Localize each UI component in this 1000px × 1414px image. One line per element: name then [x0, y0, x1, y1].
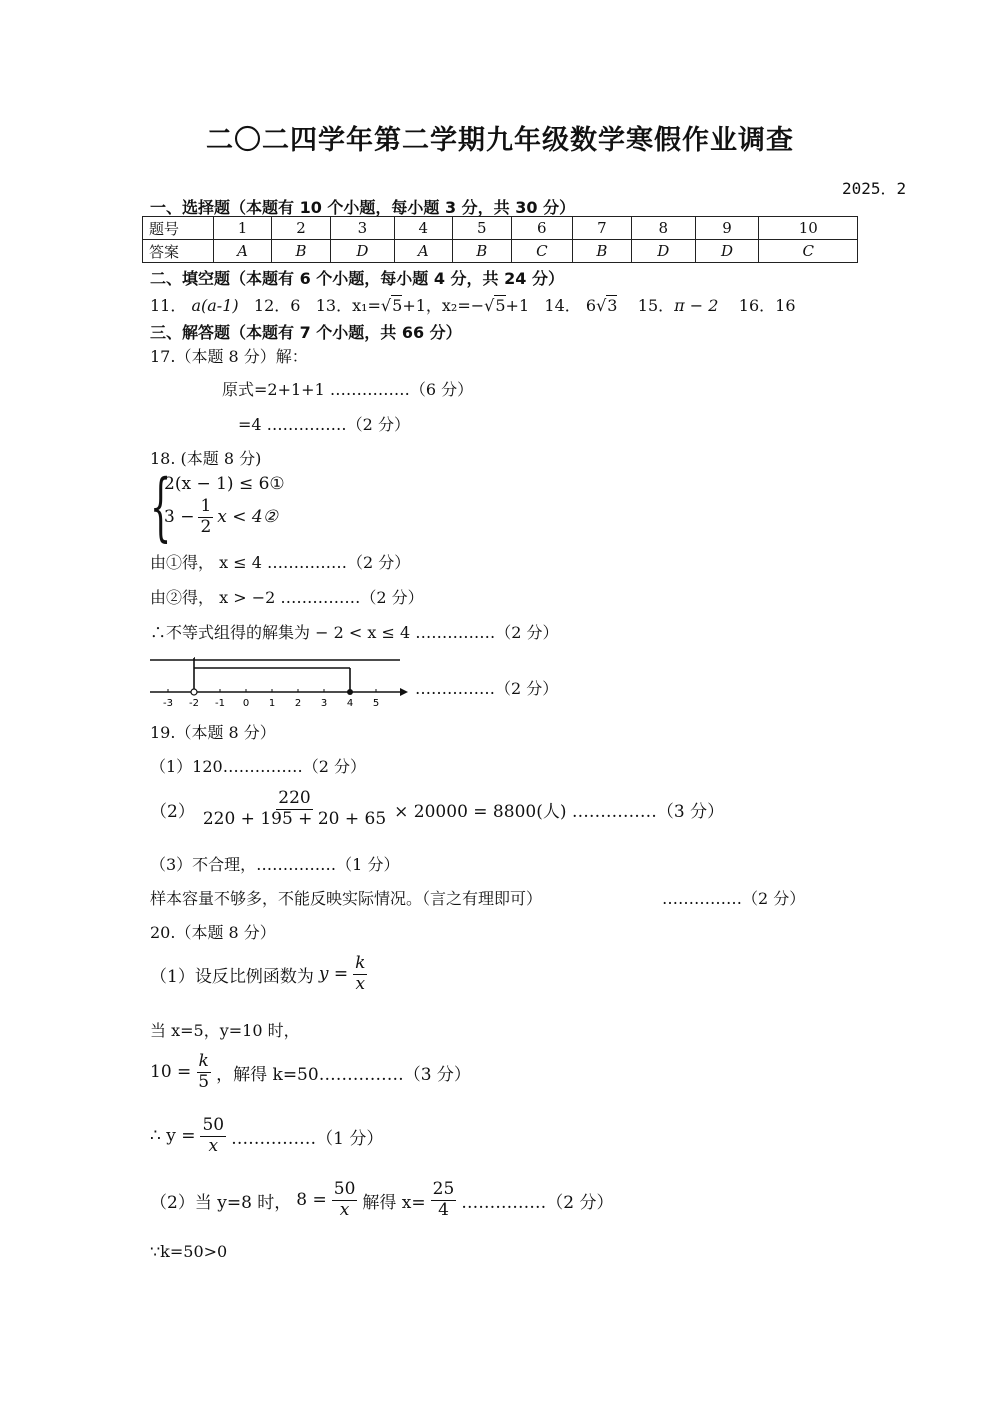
- section2-heading: 二、填空题（本题有 6 个小题，每小题 4 分，共 24 分）: [150, 269, 564, 288]
- date-label: 2025．2: [842, 179, 907, 198]
- section3-heading: 三、解答题（本题有 7 个小题，共 66 分）: [150, 323, 462, 342]
- q12-answer: 12．6: [253, 296, 301, 315]
- q19-line-3: （3）不合理，……………（1 分）: [150, 855, 400, 874]
- q20-line-4: [150, 1116, 383, 1156]
- table-cell: 10: [759, 217, 858, 240]
- q20-l5-eq: 8 =: [296, 1190, 327, 1211]
- q13-number: 13．: [315, 296, 353, 315]
- q14-radicand: 3: [607, 296, 618, 315]
- section1-heading: 一、选择题（本题有 10 个小题，每小题 3 分，共 30 分）: [150, 198, 576, 217]
- q18-eq2-right: x < 4②: [217, 507, 278, 528]
- tick-label: -3: [163, 698, 173, 709]
- table-cell: B: [572, 240, 631, 263]
- q13-x1-label: x₁=: [352, 296, 381, 315]
- q15-answer: π − 2: [674, 296, 719, 315]
- q20-line-5: [150, 1180, 614, 1220]
- fraction-numerator: 1: [200, 496, 212, 516]
- q20-heading: 20.（本题 8 分）: [150, 923, 276, 942]
- fraction-denominator: x: [339, 1199, 350, 1220]
- q18-line-1: 由①得， x ≤ 4 ……………（2 分）: [150, 553, 411, 572]
- q19-heading: 19.（本题 8 分）: [150, 723, 276, 742]
- table-cell: 1: [214, 217, 272, 240]
- q17-line-2: =4 ……………（2 分）: [238, 415, 410, 434]
- q20-l1-fraction: [353, 954, 367, 994]
- tick-label: 2: [294, 698, 302, 709]
- table-cell: D: [695, 240, 759, 263]
- q19-l2-suffix: × 20000 = 8800(人) ……………（3 分）: [394, 801, 725, 822]
- q14-coef: 6: [585, 296, 597, 315]
- table-cell: 6: [511, 217, 572, 240]
- table-cell: 4: [394, 217, 452, 240]
- q20-line-2: 当 x=5，y=10 时，: [150, 1021, 300, 1040]
- q20-l4-prefix: ∴ y =: [150, 1126, 196, 1147]
- fraction-denominator: x: [355, 973, 366, 994]
- fraction-denominator: x: [208, 1135, 219, 1156]
- q20-line-6: ∵k=50>0: [150, 1242, 228, 1261]
- q18-eq2-left: 3 −: [164, 507, 195, 528]
- table-cell: 9: [695, 217, 759, 240]
- fraction-numerator: 50: [333, 1179, 356, 1199]
- table-cell: A: [214, 240, 272, 263]
- fill-blank-answers: 11． a(a-1) 12．6 13．x₁=√5+1，x₂=−√5+1 14． 6√3 15．π − 2 16．16: [150, 296, 796, 315]
- tick-label: 0: [242, 698, 250, 709]
- q18-equation-2: [164, 497, 278, 537]
- q18-line-3: ∴不等式组得的解集为 − 2 < x ≤ 4 ……………（2 分）: [150, 623, 559, 642]
- table-row-questions: [143, 217, 858, 240]
- q18-equation-1: 2(x − 1) ≤ 6①: [164, 474, 285, 494]
- q13-plus-1: +1，: [402, 296, 442, 315]
- q20-l5-fraction-2: [431, 1180, 457, 1220]
- q19-line-2: [150, 789, 724, 829]
- table-cell: C: [511, 240, 572, 263]
- system-brace: {: [150, 464, 172, 550]
- q20-l3-prefix: 10 =: [150, 1062, 192, 1083]
- table-cell: 2: [272, 217, 331, 240]
- q20-l4-suffix: ……………（1 分）: [231, 1128, 384, 1149]
- q11-answer: a(a-1): [191, 296, 239, 315]
- tick-label: 3: [320, 698, 328, 709]
- q19-line-1: （1）120……………（2 分）: [150, 757, 366, 776]
- tick-label: -2: [189, 698, 199, 709]
- q18-eq2-fraction: [198, 497, 213, 537]
- number-line: [148, 652, 418, 710]
- q13-radicand-2: 5: [495, 296, 506, 315]
- q17-heading: 17.（本题 8 分）解：: [150, 347, 308, 366]
- q14-number: 14．: [544, 296, 581, 315]
- tick-label: -1: [215, 698, 225, 709]
- q13-radicand-1: 5: [392, 296, 403, 315]
- q16-answer: 16．16: [738, 296, 796, 315]
- fraction-numerator: 220: [278, 788, 311, 808]
- axis-arrow-icon: [400, 688, 408, 696]
- table-cell: A: [394, 240, 452, 263]
- q20-l3-fraction: [196, 1052, 211, 1092]
- q19-line-4: 样本容量不够多，不能反映实际情况。（言之有理即可）: [150, 889, 543, 908]
- q11-number: 11．: [150, 296, 187, 315]
- row-label-question: 题号: [143, 217, 214, 240]
- q18-line-2: 由②得， x > −2 ……………（2 分）: [150, 588, 424, 607]
- tick-label: 5: [372, 698, 380, 709]
- q15-number: 15．: [637, 296, 675, 315]
- fraction-numerator: 50: [202, 1115, 225, 1135]
- q20-l4-fraction: [200, 1116, 226, 1156]
- q13-x2-label: x₂=−: [441, 296, 485, 315]
- q19-l2-prefix: （2）: [150, 801, 195, 822]
- table-cell: B: [272, 240, 331, 263]
- q20-l5-suffix: ……………（2 分）: [461, 1192, 614, 1213]
- fraction-denominator: 2: [200, 516, 212, 537]
- q19-line-4-score: ……………（2 分）: [662, 889, 806, 908]
- q20-l1-prefix: （1）设反比例函数为: [150, 966, 314, 987]
- row-label-answer: 答案: [143, 240, 214, 263]
- open-endpoint: [191, 689, 197, 695]
- q20-l1-y: y =: [318, 964, 349, 985]
- fraction-numerator: k: [198, 1051, 209, 1071]
- closed-endpoint: [347, 689, 353, 695]
- answer-table: [142, 216, 858, 263]
- q17-line-1: 原式=2+1+1 ……………（6 分）: [222, 380, 474, 399]
- table-cell: 5: [452, 217, 511, 240]
- table-row-answers: [143, 240, 858, 263]
- q13-plus-2: +1: [505, 296, 530, 315]
- table-cell: 8: [631, 217, 695, 240]
- tick-label: 4: [346, 698, 354, 709]
- table-cell: 7: [572, 217, 631, 240]
- table-cell: 3: [330, 217, 394, 240]
- q20-line-3: [150, 1052, 471, 1092]
- q19-fraction: [201, 789, 388, 829]
- fraction-denominator: 5: [198, 1071, 210, 1092]
- fraction-numerator: k: [355, 953, 366, 973]
- table-cell: B: [452, 240, 511, 263]
- page-title: 二〇二四学年第二学期九年级数学寒假作业调查: [206, 125, 794, 156]
- q18-heading: 18. (本题 8 分): [150, 449, 262, 468]
- table-cell: C: [759, 240, 858, 263]
- q20-l5-prefix: （2）当 y=8 时，: [150, 1192, 292, 1213]
- q20-l3-suffix: ，解得 k=50……………（3 分）: [216, 1064, 471, 1085]
- tick-label: 1: [268, 698, 276, 709]
- number-line-marks: [163, 658, 379, 709]
- fraction-denominator: 220 + 195 + 20 + 65: [202, 808, 387, 829]
- table-cell: D: [330, 240, 394, 263]
- q20-line-1: [150, 954, 367, 994]
- fraction-denominator: 4: [438, 1199, 449, 1220]
- table-cell: D: [631, 240, 695, 263]
- q18-numline-score: ……………（2 分）: [415, 679, 559, 698]
- q20-l5-fraction-1: [332, 1180, 358, 1220]
- fraction-numerator: 25: [432, 1179, 455, 1199]
- q20-l5-mid: 解得 x=: [362, 1192, 426, 1213]
